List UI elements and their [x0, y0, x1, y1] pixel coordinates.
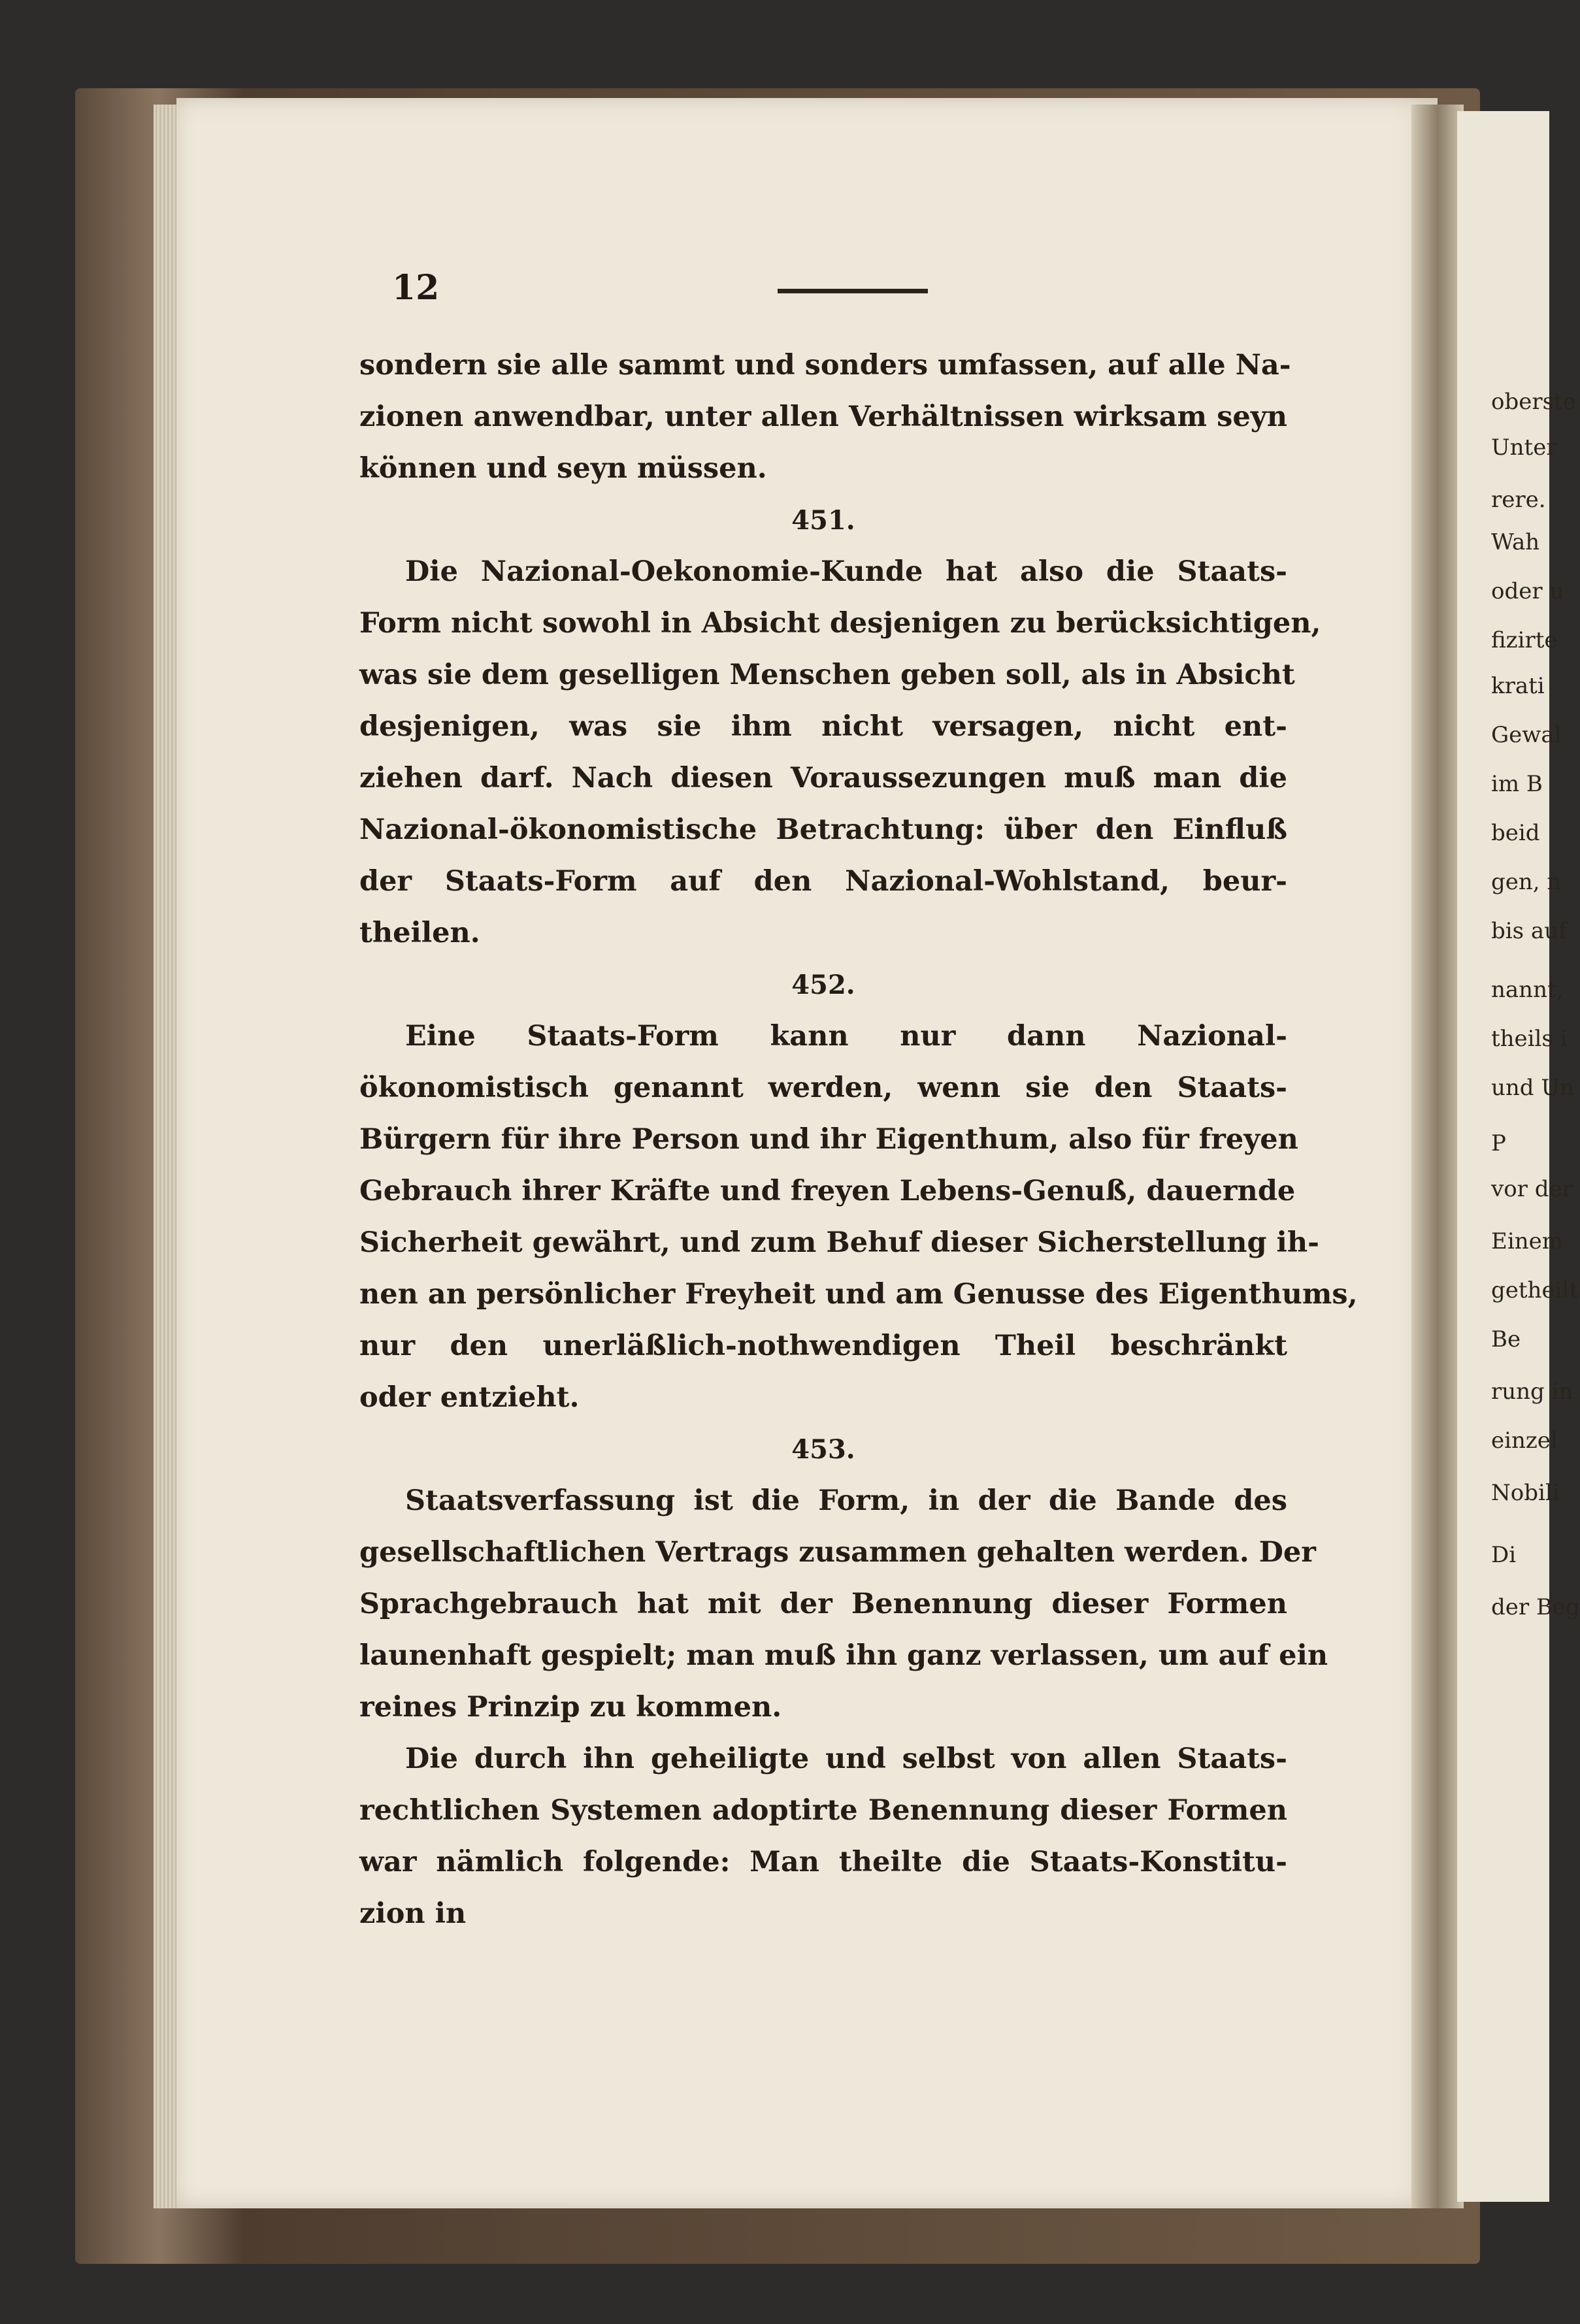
book-gutter: [1411, 105, 1464, 2208]
text-line: nen an persönlicher Freyheit und am Genusse des Eigenthums,: [359, 1278, 1358, 1311]
text-line: oder entzieht.: [359, 1381, 580, 1414]
text-line: zion in: [359, 1897, 467, 1930]
right-page-fragment: und Un: [1491, 1075, 1574, 1101]
text-line: Nazional-ökonomistische Betrachtung: über den Einfluß: [359, 813, 1287, 846]
right-page-fragment: getheilt: [1491, 1277, 1578, 1303]
text-line: Form nicht sowohl in Absicht desjenigen zu berücksichtigen,: [359, 607, 1321, 640]
text-line: launenhaft gespielt; man muß ihn ganz verlassen, um auf ein: [359, 1639, 1328, 1672]
page-text: [359, 340, 1358, 1940]
right-page-fragment: Di: [1491, 1542, 1517, 1568]
right-page-fragment: im B: [1491, 771, 1543, 797]
right-page-fragment: Nobili: [1491, 1480, 1560, 1506]
text-line: Staatsverfassung ist die Form, in der die Bande des: [405, 1484, 1287, 1517]
right-page-fragment: fizirte: [1491, 627, 1558, 653]
right-page-fragment: Einem: [1491, 1228, 1563, 1254]
text-line: Bürgern für ihre Person und ihr Eigenthum, also für freyen: [359, 1123, 1298, 1156]
right-page-fragment: Be: [1491, 1326, 1521, 1352]
text-line: ökonomistisch genannt werden, wenn sie den Staats-: [359, 1072, 1287, 1104]
right-page-fragment: gen, n: [1491, 869, 1562, 895]
text-line: theilen.: [359, 917, 480, 949]
right-page-fragment: nannt,: [1491, 977, 1564, 1003]
text-line: ziehen darf. Nach diesen Voraussezungen muß man die: [359, 762, 1287, 794]
text-line: sondern sie alle sammt und sonders umfassen, auf alle Na-: [359, 349, 1291, 382]
right-page-fragment: rung in: [1491, 1379, 1573, 1405]
right-page-fragment: Wah: [1491, 529, 1540, 555]
right-page-fragment: oder u: [1491, 578, 1564, 604]
text-line: Gebrauch ihrer Kräfte und freyen Lebens-Genuß, dauernde: [359, 1175, 1296, 1207]
right-page-fragment: Gewal: [1491, 722, 1562, 748]
text-line: rechtlichen Systemen adoptirte Benennung dieser Formen: [359, 1794, 1287, 1827]
right-page-fragment: krati: [1491, 673, 1545, 699]
right-page-fragment: der Beg: [1491, 1594, 1580, 1620]
right-page-fragment: einzel: [1491, 1428, 1558, 1454]
text-line: Die durch ihn geheiligte und selbst von allen Staats-: [405, 1743, 1287, 1775]
right-page-edge: [1457, 111, 1580, 2202]
text-line: war nämlich folgende: Man theilte die Staats-Konstitu-: [359, 1846, 1287, 1878]
text-line: reines Prinzip zu kommen.: [359, 1691, 782, 1724]
text-line: Sicherheit gewährt, und zum Behuf dieser Sicherstellung ih-: [359, 1226, 1319, 1259]
text-line: Sprachgebrauch hat mit der Benennung dieser Formen: [359, 1588, 1287, 1620]
right-page-fragment: theils i: [1491, 1026, 1568, 1052]
right-page-fragment: beid: [1491, 820, 1540, 846]
page-number: 12: [392, 268, 440, 308]
right-page-fragment: rere.: [1491, 487, 1546, 513]
text-line: zionen anwendbar, unter allen Verhältnissen wirksam seyn: [359, 401, 1287, 433]
text-line: was sie dem geselligen Menschen geben soll, als in Absicht: [359, 659, 1295, 691]
text-line: Eine Staats-Form kann nur dann Nazional-: [405, 1020, 1287, 1053]
section-number: 453.: [791, 1434, 855, 1465]
text-line: können und seyn müssen.: [359, 452, 767, 485]
section-number: 452.: [791, 970, 855, 1000]
text-line: desjenigen, was sie ihm nicht versagen, nicht ent-: [359, 710, 1287, 743]
right-page-fragment: oberste: [1491, 389, 1576, 415]
text-line: gesellschaftlichen Vertrags zusammen gehalten werden. Der: [359, 1536, 1316, 1569]
header-rule: [778, 289, 928, 293]
text-line: der Staats-Form auf den Nazional-Wohlstand, beur-: [359, 865, 1287, 898]
text-line: nur den unerläßlich-nothwendigen Theil beschränkt: [359, 1330, 1287, 1362]
right-page-fragment: P: [1491, 1130, 1506, 1156]
right-page-fragment: vor der: [1491, 1176, 1573, 1202]
right-page-fragment: bis auf: [1491, 918, 1567, 944]
right-page-fragment: Unter: [1491, 434, 1557, 461]
section-number: 451.: [791, 505, 855, 536]
text-line: Die Nazional-Oekonomie-Kunde hat also die Staats-: [405, 555, 1287, 588]
